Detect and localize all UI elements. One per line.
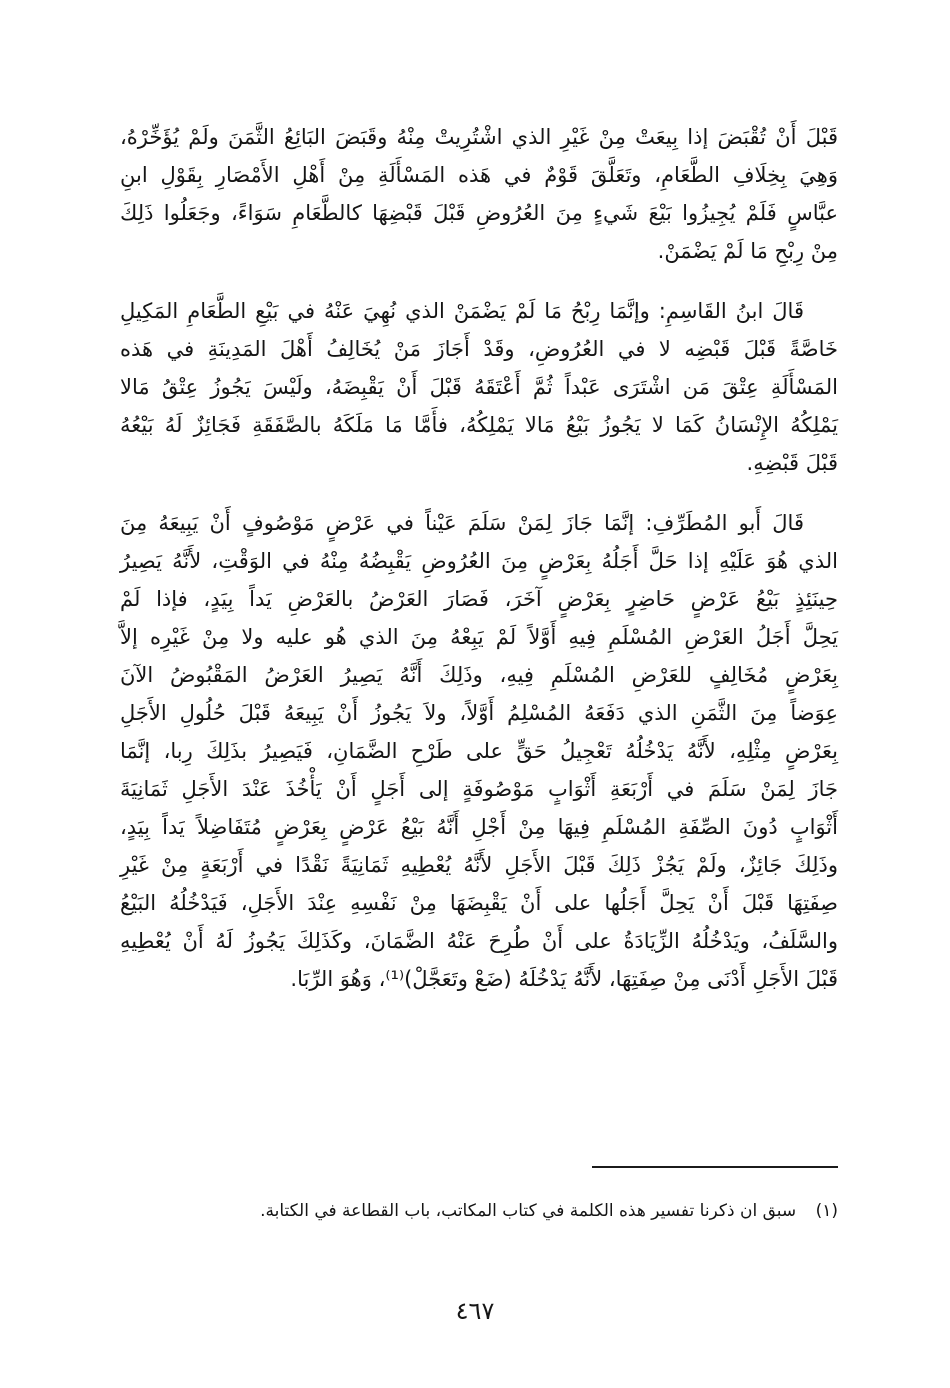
main-text [120, 118, 838, 1020]
footnote [120, 1196, 838, 1226]
text-line: عبَّاسٍ فَلَمْ يُجِيزُوا بَيْعَ شَيءٍ مِنَ العُرُوضِ قَبْلَ قَبْضِهَا كالطَّعَامِ سَوَاءً، وجَعَلُوا ذَلِكَ [120, 201, 838, 225]
paragraph-2 [120, 292, 838, 482]
text-line: مِنْ رِبْحِ مَا لَمْ يَضْمَنْ. [657, 239, 838, 263]
footnote-separator [592, 1166, 838, 1168]
text-line: جَازَ لِمَنْ سَلَمَ في أَرْبَعَةِ أَثْوَابٍ مَوْصُوفَةٍ إلى أَجَلٍ أَنْ يَأْخُذَ عَنْدَ الأَجَلِ ثَمَانِيَةَ [120, 777, 838, 801]
text-line: قَبْلَ أَنْ تُقْبَضَ إذا بِيعَتْ مِنْ غَيْرِ الذي اشْتُرِيتْ مِنْهُ وقَبَضَ البَائِعُ الثَّمَنَ ولَمْ يُؤَخِّرْهُ، [120, 125, 838, 149]
text-line: قَبْلَ الأَجَلِ أَدْنَى مِنْ صِفَتِهَا، لأَنَّهُ يَدْخُلَهُ (ضَعْ وتَعَجَّلْ)⁽¹⁾، وَهُوَ الرِّبَا. [290, 967, 838, 991]
text-line: أَثْوَابٍ دُونَ الصِّفَةِ المُسْلَمِ فِيهَا مِنْ أَجْلِ أَنَّهُ بَيْعُ عَرْضٍ بِعَرْضٍ مُتَفَاضِلاً يَداً بِيَدٍ، [120, 815, 838, 839]
text-line: قَالَ ابنُ القَاسِمِ: وإنَّمَا رِبْحُ مَا لَمْ يَضْمَنْ الذي نُهِيَ عَنْهُ في بَيْعِ الطَّعَامِ المَكِيلِ [120, 299, 804, 323]
text-line: قَالَ أَبو المُطَرِّفِ: إنَّمَا جَازَ لِمَنْ سَلَمَ عَيْناً في عَرْضٍ مَوْصُوفٍ أَنْ يَبِيعَهُ مِنَ [120, 511, 804, 535]
text-line: قَبْلَ قَبْضِهِ. [746, 451, 838, 475]
text-line: الذي هُوَ عَلَيْهِ إذا حَلَّ أَجَلُهُ بِعَرْضٍ مِنَ العُرُوضِ يَقْبِضُهُ مِنْهُ في الوَقْتِ، لأَنَّهُ يَصِيرُ [120, 549, 838, 573]
paragraph-1 [120, 118, 838, 270]
text-line: صِفَتِهَا قَبْلَ أَنْ يَحِلَّ أَجَلُها على أَنْ يَقْبِضَهَا مِنْ نَفْسِهِ عِنْدَ الأَجَلِ، فَيَدْخُلُهُ البَيْعُ [120, 891, 838, 915]
footnote-text: سبق ان ذكرنا تفسير هذه الكلمة في كتاب المكاتب، باب القطاعة في الكتابة. [260, 1201, 797, 1221]
text-line: حِينَئِذٍ بَيْعُ عَرْضٍ حَاضِرٍ بِعَرْضٍ آخَرَ، فَصَارَ العَرْضُ بالعَرْضِ يَداً بِيَدٍ، فإذا لَمْ [120, 587, 838, 611]
text-line: يَمْلِكُهُ الإِنْسَانُ كَمَا لا يَجُوزُ بَيْعُ مَالا يَمْلِكُهُ، فأَمَّا مَا مَلَكَهُ بالصَّفَقَةِ فَجَائِزٌ لَهُ بَيْعُهُ [120, 413, 838, 437]
text-line: بِعَرْضٍ مُخَالِفٍ للعَرْضِ المُسْلَمِ فِيهِ، وذَلِكَ أَنَّهُ يَصِيرُ العَرْضُ المَقْبُوضُ الآنَ [120, 663, 838, 687]
text-line: المَسْأَلَةِ عِتْقَ مَن اشْتَرَى عَبْداً ثُمَّ أَعْتَقَهُ قَبْلَ أَنْ يَقْبِضَهُ، ولَيْسَ يَجُوزُ عِتْقُ مَالا [120, 375, 838, 399]
text-line: خَاصَّةً قَبْلَ قَبْضِه لا في العُرُوضِ، وقَدْ أَجَازَ مَنْ يُخَالِفُ أَهْلَ المَدِينَةِ في هَذه [120, 337, 838, 361]
paragraph-3 [120, 504, 838, 998]
text-line: والسَّلَفُ، ويَدْخُلُهُ الزِّيَادَةُ على أَنْ طُرِحَ عَنْهُ الضَّمَانَ، وكَذَلِكَ يَجُوزُ لَهُ أَنْ يُعْطِيهِ [120, 929, 838, 953]
text-line: وذَلِكَ جَائِزٌ، ولَمْ يَجُزْ ذَلِكَ قَبْلَ الأَجَلِ لأَنَّهُ يُعْطِيهِ ثَمَانِيَةً نَقْدًا في أَرْبَعَةٍ مِنْ غَيْرِ [120, 853, 838, 877]
text-line: يَحِلَّ أَجَلُ العَرْضِ المُسْلَمِ فِيهِ أَوَّلاً لَمْ يَبِعْهُ مِنَ الذي هُو عليه ولا مِنْ غَيْرِه إلاَّ [120, 625, 838, 649]
page-number: ٤٦٧ [455, 1297, 495, 1325]
text-line: وَهِيَ بِخِلَافِ الطَّعَامِ، وتَعَلَّقَ قَوْمٌ في هَذه المَسْأَلَةِ مِنْ أَهْلِ الأَمْصَارِ بِقَوْلِ ابنِ [120, 163, 838, 187]
text-line: عِوَضاً مِنَ الثَّمَنِ الذي دَفَعَهُ المُسْلِمُ أَوَّلاً، ولاَ يَجُوزُ أَنْ يَبِيعَهُ قَبْلَ حُلُولِ الأَجَلِ [120, 701, 838, 725]
text-line: بِعَرْضٍ مِثْلِهِ، لأَنَّهُ يَدْخُلُهُ تَعْجِيلُ حَقٍّ على طَرْحِ الضَّمَانِ، فَيَصِيرُ بذَلِكَ رِبا، إنَّمَا [120, 739, 838, 763]
footnote-number: (١) [815, 1201, 838, 1221]
